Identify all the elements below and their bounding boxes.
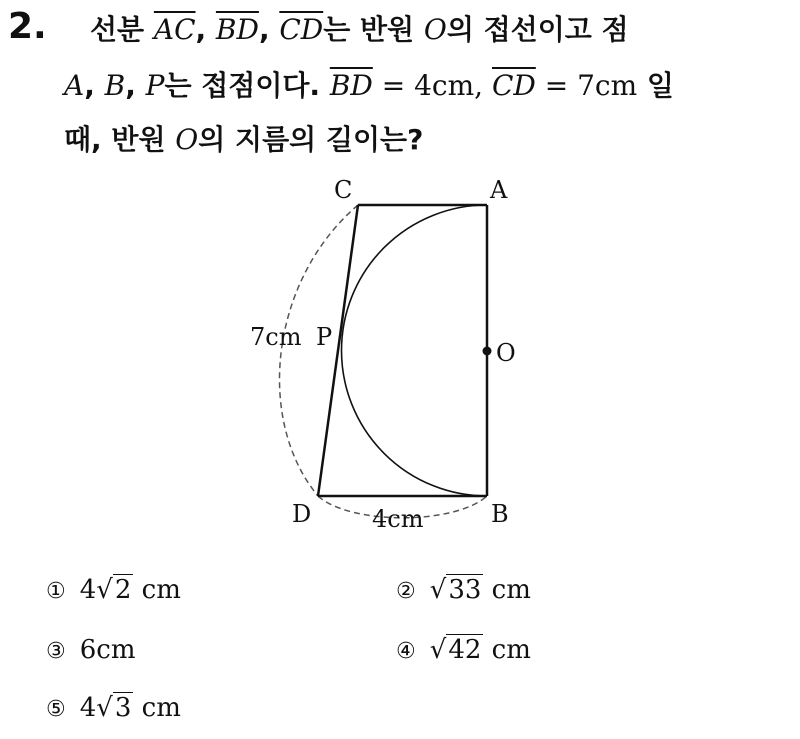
- segment-bd: $\overline{BD}$: [215, 13, 259, 46]
- q1-sep-1: ,: [195, 13, 216, 46]
- choice-1-radicand: 2: [114, 575, 132, 605]
- choice-4-sqrt: √42: [429, 635, 482, 665]
- q1-sep-2: ,: [258, 13, 280, 46]
- choice-5[interactable]: [46, 690, 181, 728]
- label-d: D: [292, 500, 312, 528]
- q1-text-3: 의 접선이고 점: [446, 13, 629, 46]
- circle-o-2: O: [175, 123, 199, 156]
- choice-4-unit: cm: [491, 635, 531, 665]
- q2-sep-1: ,: [84, 69, 105, 102]
- choice-1-sqrt: √2: [96, 575, 132, 605]
- q2-sep-2: ,: [125, 69, 146, 102]
- choice-1-coef: 4: [79, 575, 97, 605]
- q3-text-2: 의 지름의 길이는?: [198, 123, 424, 156]
- label-cd-length: 7cm: [250, 323, 302, 351]
- choice-3[interactable]: [46, 632, 136, 670]
- choice-3-text: 6cm: [79, 635, 136, 665]
- choice-4-radicand: 42: [448, 635, 482, 665]
- segment-cd-2: $\overline{CD}$: [491, 69, 536, 102]
- choice-1-mark: ①: [46, 579, 66, 604]
- choice-2[interactable]: [396, 572, 531, 610]
- choice-2-sqrt: √33: [429, 575, 482, 605]
- q1-text-1: 선분: [90, 13, 154, 46]
- q2-text-1: 는 접점이다.: [164, 69, 330, 102]
- choice-5-unit: cm: [141, 693, 181, 723]
- choice-3-mark: ③: [46, 639, 66, 664]
- q2-text-2: 일: [637, 69, 674, 102]
- choice-4-mark: ④: [396, 639, 416, 664]
- center-o-dot: [483, 347, 492, 356]
- segment-bd-2: $\overline{BD}$: [329, 69, 373, 102]
- choice-1[interactable]: [46, 572, 181, 610]
- bd-equation: = 4cm,: [372, 69, 492, 102]
- segment-cd: $\overline{CD}$: [279, 13, 324, 46]
- q3-text-1: 때, 반원: [64, 123, 176, 156]
- label-o: O: [496, 339, 516, 367]
- choice-5-mark: ⑤: [46, 697, 66, 722]
- label-p: P: [316, 323, 333, 351]
- label-bd-length: 4cm: [372, 505, 424, 533]
- label-a: A: [490, 176, 508, 204]
- choice-4[interactable]: [396, 632, 531, 670]
- choice-2-radicand: 33: [448, 575, 482, 605]
- choice-5-sqrt: √3: [96, 693, 132, 723]
- question-number: 2.: [8, 6, 47, 47]
- choice-5-radicand: 3: [114, 693, 132, 723]
- q1-text-2: 는 반원: [323, 13, 424, 46]
- choice-1-unit: cm: [141, 575, 181, 605]
- point-p: P: [145, 69, 165, 102]
- label-b: B: [491, 500, 509, 528]
- choice-2-unit: cm: [491, 575, 531, 605]
- point-b: B: [104, 69, 126, 102]
- circle-o: O: [423, 13, 447, 46]
- point-a: A: [64, 69, 85, 102]
- segment-ac: $\overline{AC}$: [153, 13, 196, 46]
- cd-equation: = 7cm: [535, 69, 638, 102]
- choice-2-mark: ②: [396, 579, 416, 604]
- semicircle-o: [342, 205, 488, 496]
- choice-5-coef: 4: [79, 693, 97, 723]
- label-c: C: [334, 176, 353, 204]
